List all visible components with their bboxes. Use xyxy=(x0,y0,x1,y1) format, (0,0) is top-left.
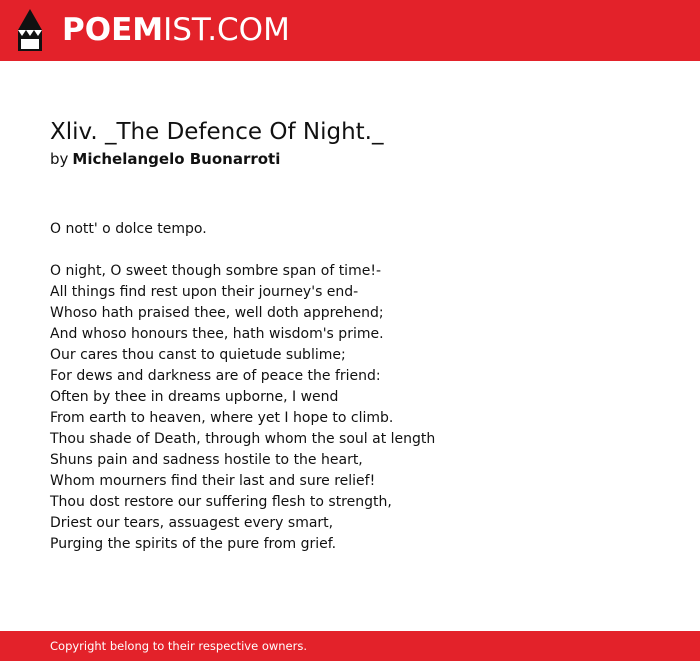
poem-line: Our cares thou canst to quietude sublime; xyxy=(50,347,346,363)
site-header xyxy=(0,0,700,61)
poem-line: For dews and darkness are of peace the friend: xyxy=(50,368,381,384)
author-link[interactable]: Michelangelo Buonarroti xyxy=(72,150,281,168)
poem-line: Often by thee in dreams upborne, I wend xyxy=(50,389,339,405)
poem-epigraph: O nott' o dolce tempo. xyxy=(50,221,207,237)
logo-text-light: IST.COM xyxy=(163,12,290,48)
pencil-icon xyxy=(18,9,42,51)
poem-body xyxy=(50,219,435,555)
poem-line: Purging the spirits of the pure from grief. xyxy=(50,536,337,552)
stanza-gap xyxy=(50,240,435,261)
poem-line: Thou dost restore our suffering flesh to strength, xyxy=(50,494,392,510)
poem-line: Thou shade of Death, through whom the soul at length xyxy=(50,431,436,447)
poem-line: Whoso hath praised thee, well doth apprehend; xyxy=(50,305,384,321)
poem-line: Driest our tears, assuagest every smart, xyxy=(50,515,334,531)
poem-line: Whom mourners find their last and sure relief! xyxy=(50,473,376,489)
logo-text-bold: POEM xyxy=(62,12,164,48)
poem-line: All things find rest upon their journey's end- xyxy=(50,284,359,300)
poem-line: O night, O sweet though sombre span of time!- xyxy=(50,263,381,279)
poem-line: Shuns pain and sadness hostile to the heart, xyxy=(50,452,363,468)
copyright-notice: Copyright belong to their respective owners. xyxy=(50,639,308,653)
site-footer xyxy=(0,631,700,661)
byline-label: by xyxy=(50,150,69,168)
byline xyxy=(50,150,280,168)
poem-line: And whoso honours thee, hath wisdom's prime. xyxy=(50,326,384,342)
poem-title: Xliv. _The Defence Of Night._ xyxy=(50,119,384,145)
site-logo-link[interactable] xyxy=(62,11,290,49)
poem-line: From earth to heaven, where yet I hope to climb. xyxy=(50,410,394,426)
